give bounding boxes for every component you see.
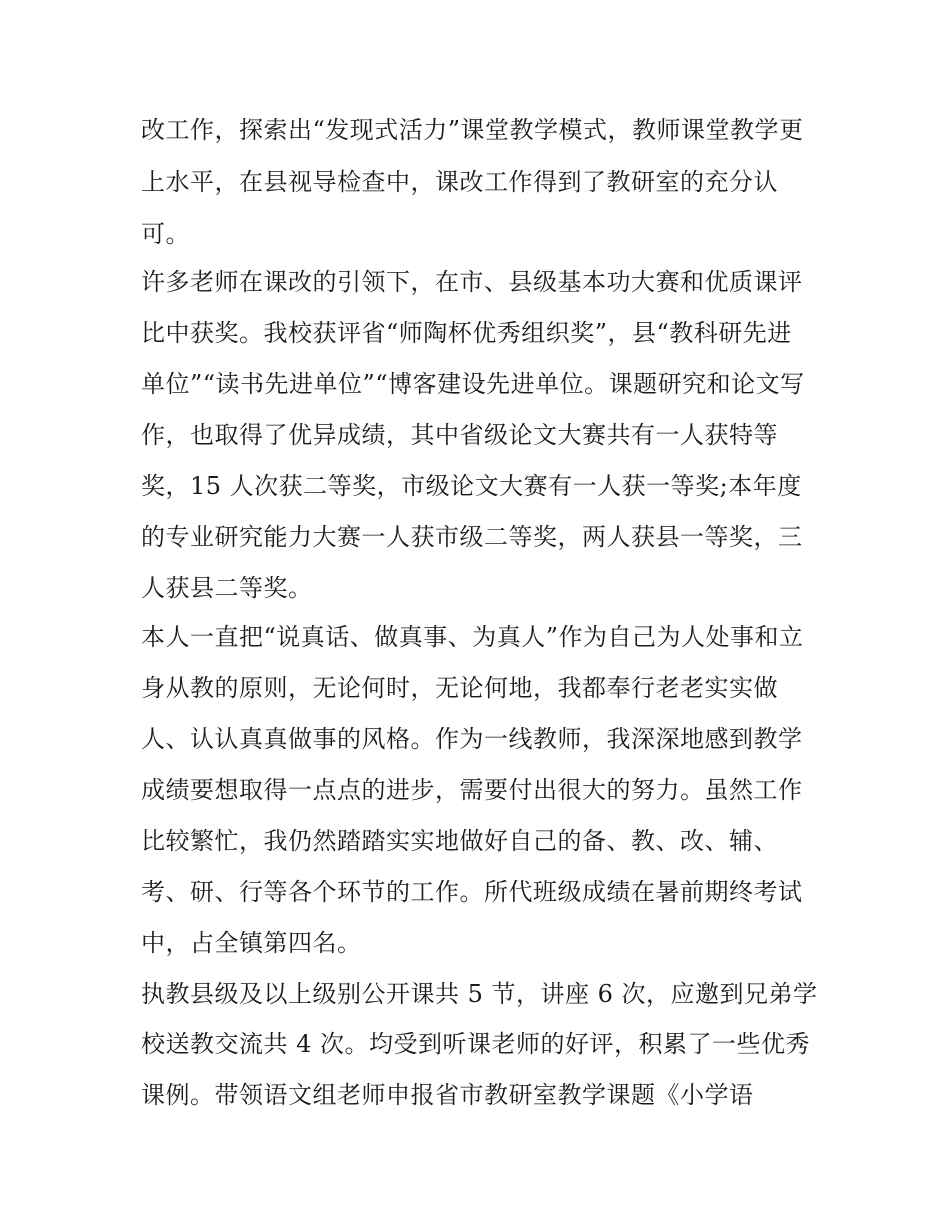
text-line: 人获县二等奖。 [141, 574, 313, 602]
text-line: 课例。带领语文组老师申报省市教研室教学课题《小学语 [141, 1081, 754, 1109]
text-line: 奖，15 人次获二等奖，市级论文大赛有一人获一等奖;本年度 [141, 472, 802, 500]
text-line: 校送教交流共 4 次。均受到听课老师的好评，积累了一些优秀 [141, 1030, 811, 1058]
text-line: 人、认认真真做事的风格。作为一线教师，我深深地感到教学 [141, 725, 803, 753]
text-line: 单位”“读书先进单位”“博客建设先进单位。课题研究和论文写 [141, 370, 805, 398]
text-line: 的专业研究能力大赛一人获市级二等奖，两人获县一等奖，三 [141, 523, 803, 551]
text-line: 作，也取得了优异成绩，其中省级论文大赛共有一人获特等 [141, 421, 778, 449]
text-line: 比较繁忙，我仍然踏踏实实地做好自己的备、教、改、辅、 [141, 827, 778, 855]
text-line: 本人一直把“说真话、做真事、为真人”作为自己为人处事和立 [141, 623, 804, 651]
text-line: 许多老师在课改的引领下，在市、县级基本功大赛和优质课评 [141, 268, 803, 296]
text-line: 比中获奖。我校获评省“师陶杯优秀组织奖”，县“教科研先进 [141, 319, 792, 347]
text-line: 上水平，在县视导检查中，课改工作得到了教研室的充分认 [141, 168, 778, 196]
text-line: 中，占全镇第四名。 [141, 929, 362, 957]
text-line: 成绩要想取得一点点的进步，需要付出很大的努力。虽然工作 [141, 776, 803, 804]
text-line: 执教县级及以上级别公开课共 5 节，讲座 6 次，应邀到兄弟学 [141, 980, 818, 1008]
text-line: 考、研、行等各个环节的工作。所代班级成绩在暑前期终考试 [141, 878, 803, 906]
text-line: 身从教的原则，无论何时，无论何地，我都奉行老老实实做 [141, 674, 778, 702]
text-line: 可。 [141, 220, 190, 248]
text-line: 改工作，探索出“发现式活力”课堂教学模式，教师课堂教学更 [141, 116, 804, 144]
